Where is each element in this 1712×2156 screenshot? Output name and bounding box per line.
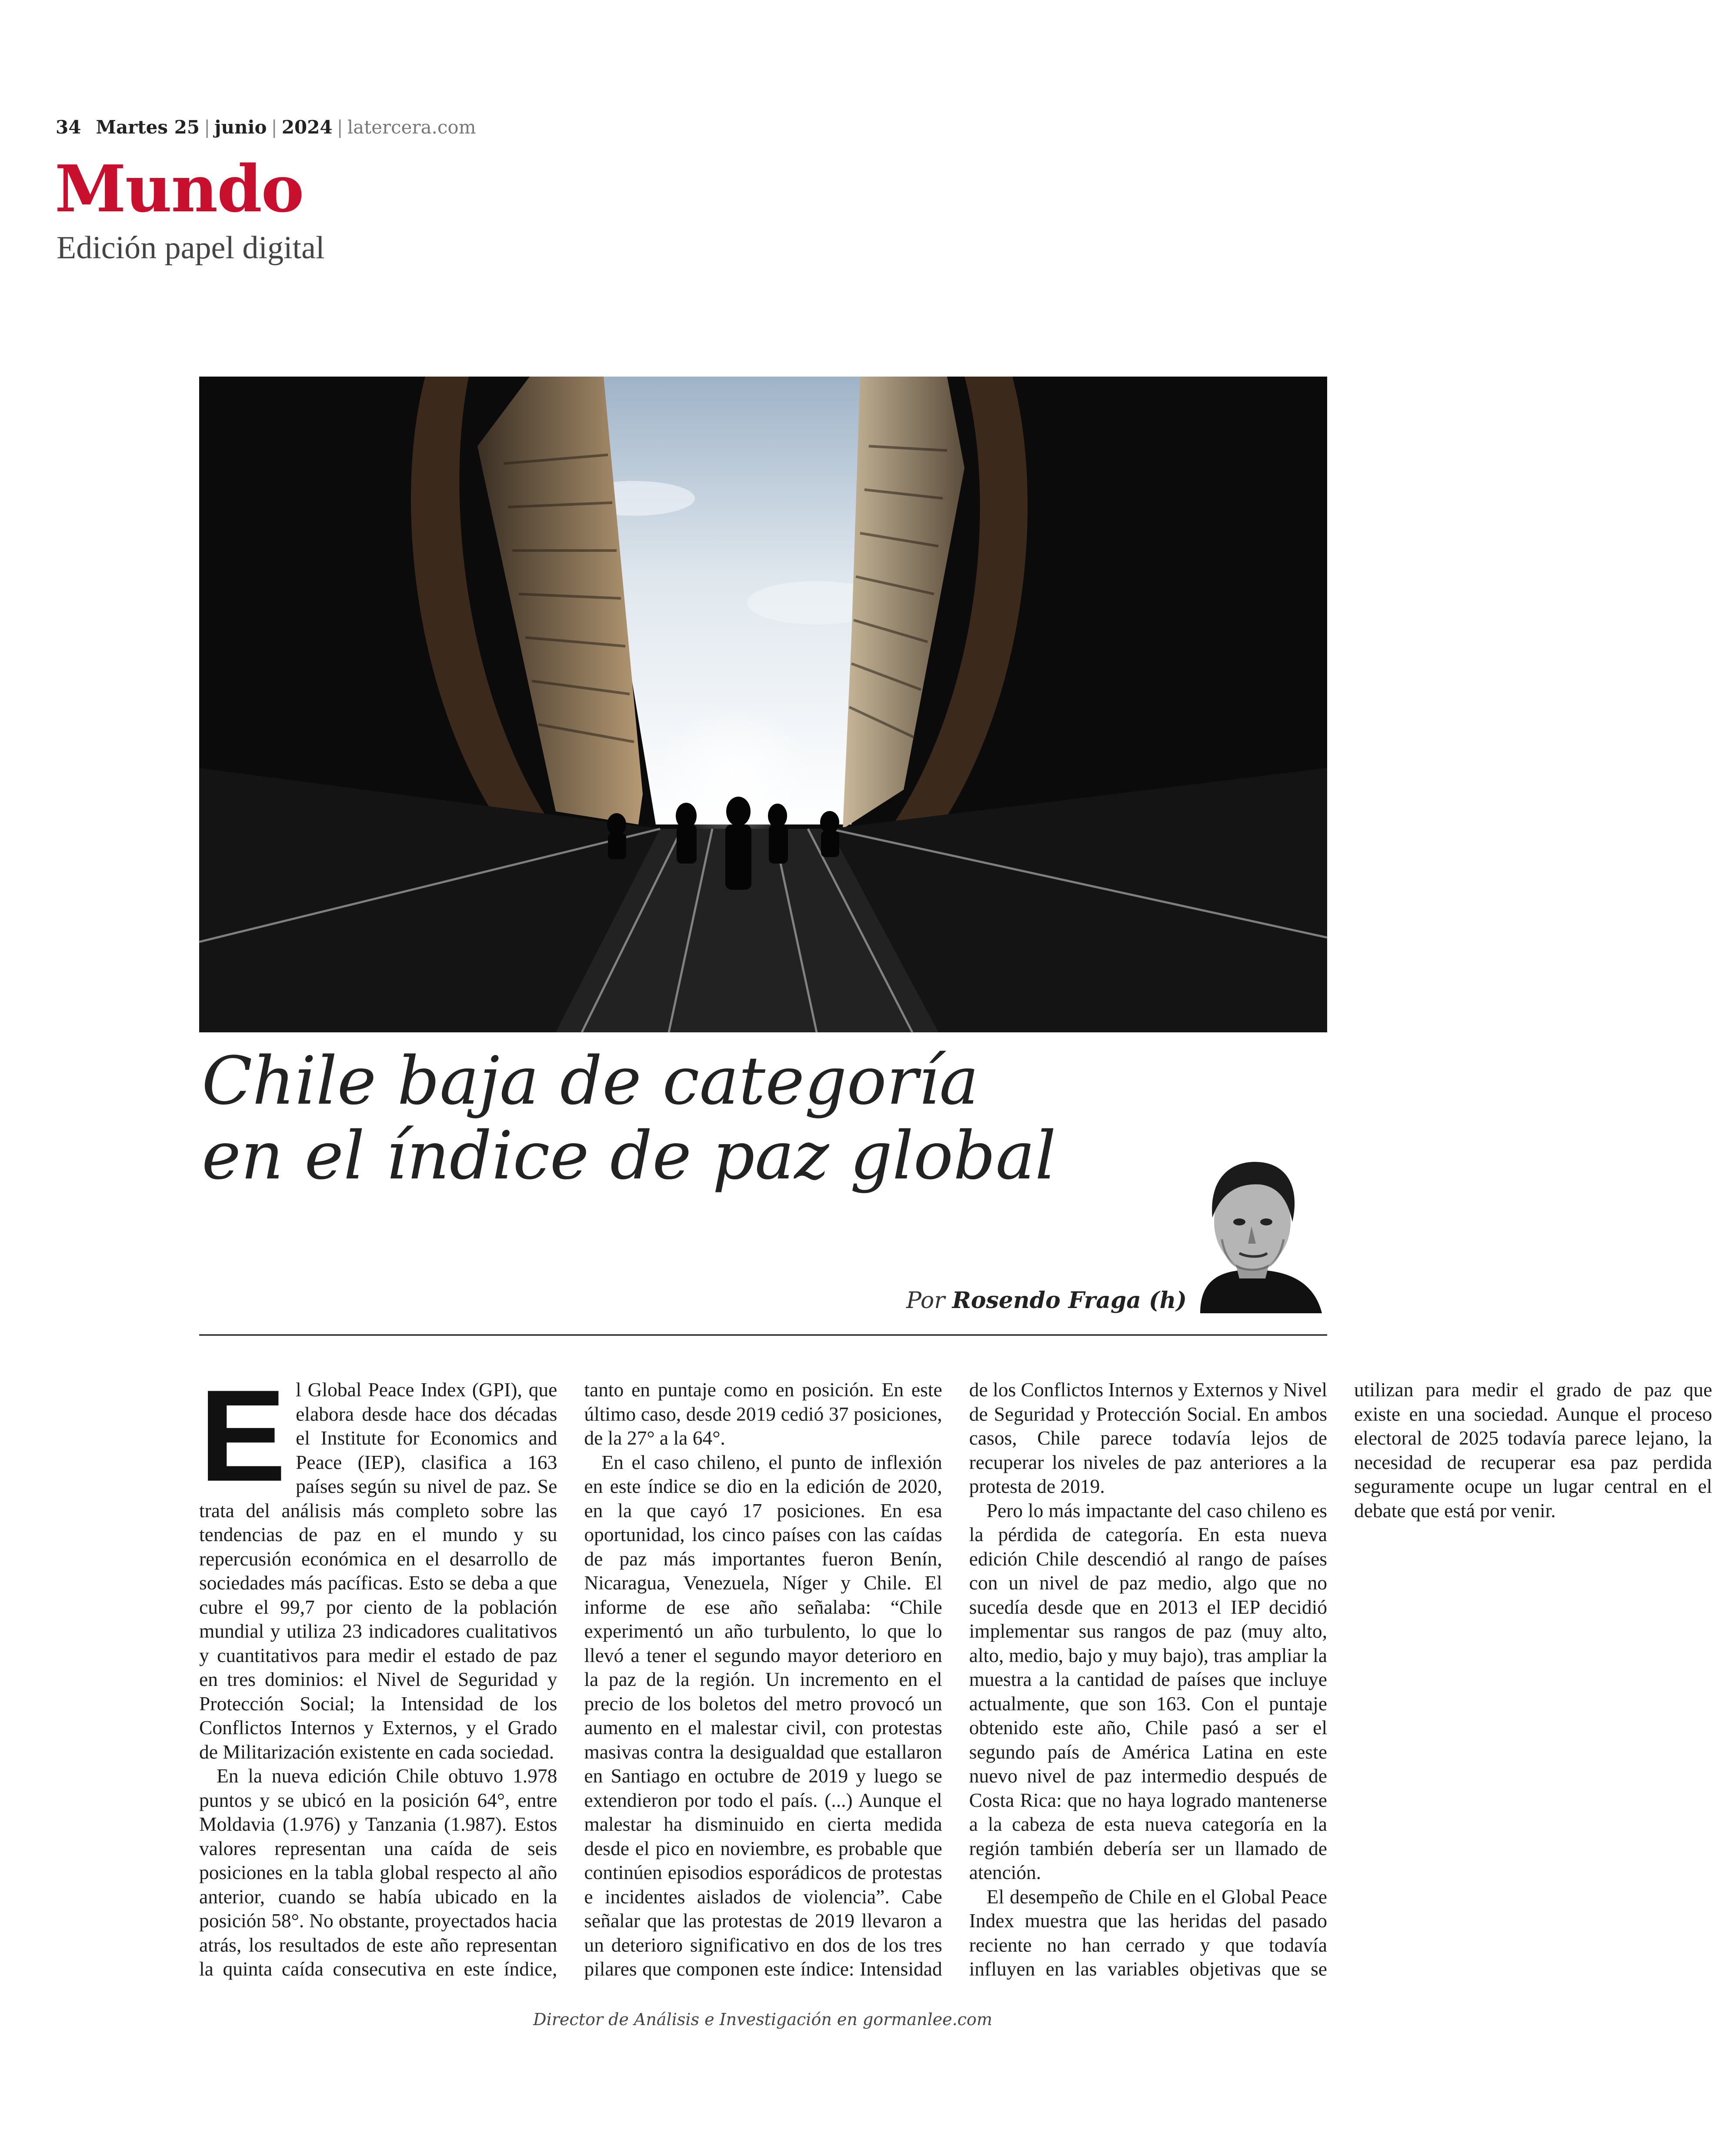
- body-paragraph-1-text: l Global Peace Index (GPI), que elabora desde hace dos décadas el Institute for Economics and Peace (IEP), clasifica a 163 países según su nivel de paz. Se trata del análisis más completo sobre las tendencias de paz en el mundo y su repercusión económica en el desarrollo de sociedades más pacíficas. Esto se deba a que cubre el 99,7 por ciento de la población mundial y utiliza 23 indicadores cualitativos y cuantitativos para medir el estado de paz en tres dominios: el Nivel de Seguridad y Protección Social; la Intensidad de los Conflictos Internos y Externos, y el Grado de Militarización existente en cada sociedad.: [199, 1378, 557, 1763]
- drop-cap: E: [199, 1362, 287, 1509]
- page-number: 34: [56, 117, 81, 138]
- divider-rule: [199, 1334, 1327, 1336]
- byline: [906, 1287, 1187, 1314]
- headline-line-2: en el índice de paz global: [202, 1117, 1056, 1194]
- folio-separator: |: [337, 117, 343, 138]
- headline-line-1: Chile baja de categoría: [202, 1042, 979, 1119]
- date-year: 2024: [281, 117, 333, 138]
- date-weekday-day: Martes 25: [96, 117, 200, 138]
- byline-prefix: Por: [906, 1288, 945, 1314]
- author-portrait: [1174, 1139, 1331, 1313]
- headline: [202, 1044, 1289, 1193]
- body-paragraph-3: En el caso chileno, el punto de inflexión en este índice se dio en la edición de 2020, en la que cayó 17 posiciones. En esa oportunidad, los cinco países con las caídas de paz más importantes fueron Benín, Nicaragua, Venezuela, Níger y Chile. El informe de ese año señalaba: “Chile experimentó un año turbulento, lo que lo llevó a tener el segundo mayor deterioro en la paz de la región. Un incremento en el precio de los boletos del metro provocó un aumento en el malestar civil, con protestas masivas contra la desigualdad que estallaron en Santiago en octubre de 2019 y luego se extendieron por todo el país. (...) Aunque el malestar ha disminuido en cierta medida desde el pico en noviembre, es probable que continúen episodios esporádicos de protestas e incidentes aislados de violencia”. Cabe señalar que las protestas de 2019 llevaron a un deterioro significativo en dos de los tres pilares que componen este índice: Intensidad de los Conflictos Internos y Externos y Nivel de Seguridad y Protección Social. En ambos casos, Chile parece todavía lejos de recuperar los niveles de paz anteriores a la protesta de 2019.: [584, 1378, 1327, 1980]
- date-month: junio: [214, 117, 267, 138]
- folio-separator: |: [271, 117, 277, 138]
- body-paragraph-4: Pero lo más impactante del caso chileno es la pérdida de categoría. En esta nueva edición Chile descendió al rango de países con un nivel de paz medio, algo que no sucedía desde que en 2013 el IEP decidió implementar sus rangos de paz (muy alto, alto, medio, bajo y muy bajo), tras ampliar la muestra a la cantidad de países que incluye actualmente, que son 163. Con el puntaje obtenido este año, Chile pasó a ser el segundo país de América Latina en este nuevo nivel de paz intermedio después de Costa Rica: que no haya logrado mantenerse a la cabeza de esta nueva categoría en la región también debería ser un llamado de atención.: [969, 1499, 1327, 1883]
- folio-separator: |: [204, 117, 210, 138]
- author-footnote: Director de Análisis e Investigación en gormanlee.com: [533, 2010, 992, 2029]
- escalator-photo-illustration: [199, 377, 1327, 1032]
- body-paragraph-1: [199, 1362, 557, 1764]
- body-paragraph-2: En la nueva edición Chile obtuvo 1.978 puntos y se ubicó en la posición 64°, entre Moldavia (1.976) y Tanzania (1.987). Estos valores representan una caída de seis posiciones en la tabla global respecto al año anterior, cuando se había ubicado en la posición 58°. No obstante, proyectados hacia atrás, los resultados de este año representan la quinta caída consecutiva en este índice, tanto en puntaje como en posición. En este último caso, desde 2019 cedió 37 posiciones, de la 27° a la 64°.: [199, 1378, 942, 1980]
- article-body: [199, 1362, 1712, 1990]
- hero-photo: [199, 377, 1327, 1032]
- byline-author: Rosendo Fraga (h): [952, 1287, 1187, 1314]
- page-folio: [56, 117, 476, 138]
- author-portrait-illustration: [1174, 1139, 1331, 1313]
- section-title: Mundo: [55, 151, 304, 227]
- site-link[interactable]: latercera.com: [347, 117, 476, 138]
- edition-label: Edición papel digital: [57, 230, 325, 266]
- body-paragraph-5: El desempeño de Chile en el Global Peace Index muestra que las heridas del pasado reciente no han cerrado y que todavía influyen en las variables objetivas que se utilizan para medir el grado de paz que existe en una sociedad. Aunque el proceso electoral de 2025 todavía parece lejano, la necesidad de recuperar esa paz perdida seguramente ocupe un lugar central en el debate que está por venir.: [969, 1378, 1712, 1980]
